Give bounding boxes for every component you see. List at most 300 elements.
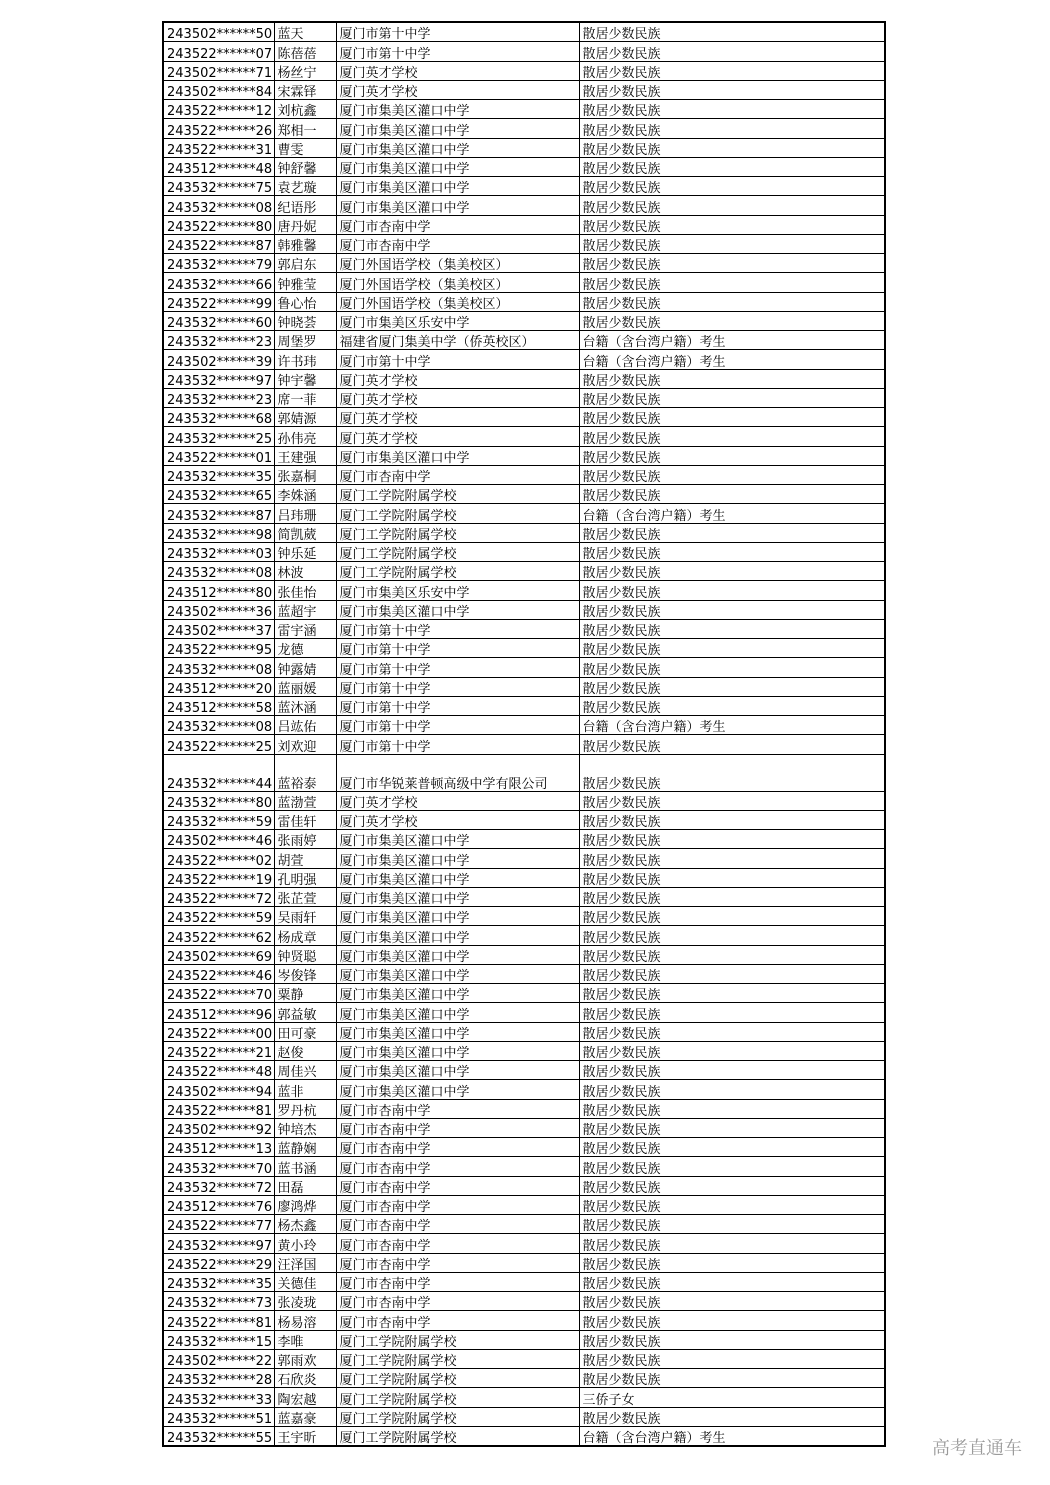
table-row bbox=[163, 427, 885, 446]
cell-name: 陶宏越 bbox=[274, 1388, 336, 1407]
cell-category: 散居少数民族 bbox=[579, 100, 885, 119]
cell-id: 243532******97 bbox=[163, 369, 274, 388]
cell-category: 散居少数民族 bbox=[579, 791, 885, 810]
table-row bbox=[163, 369, 885, 388]
cell-category: 散居少数民族 bbox=[579, 196, 885, 215]
table-row bbox=[163, 887, 885, 906]
cell-name: 李姝涵 bbox=[274, 485, 336, 504]
cell-id: 243532******70 bbox=[163, 1157, 274, 1176]
cell-id: 243502******39 bbox=[163, 350, 274, 369]
cell-category: 散居少数民族 bbox=[579, 1369, 885, 1388]
cell-id: 243522******19 bbox=[163, 868, 274, 887]
cell-name: 王宇昕 bbox=[274, 1426, 336, 1446]
table-row bbox=[163, 1061, 885, 1080]
table-row bbox=[163, 1426, 885, 1446]
cell-school: 厦门市杏南中学 bbox=[336, 1176, 579, 1195]
cell-id: 243502******94 bbox=[163, 1080, 274, 1099]
table-row bbox=[163, 1176, 885, 1195]
table-row bbox=[163, 1003, 885, 1022]
table-row bbox=[163, 581, 885, 600]
cell-id: 243522******81 bbox=[163, 1311, 274, 1330]
cell-category: 散居少数民族 bbox=[579, 542, 885, 561]
cell-name: 许书玮 bbox=[274, 350, 336, 369]
cell-school: 厦门市集美区灌口中学 bbox=[336, 1041, 579, 1060]
cell-school: 厦门市第十中学 bbox=[336, 716, 579, 735]
cell-name: 唐丹妮 bbox=[274, 215, 336, 234]
cell-category: 散居少数民族 bbox=[579, 157, 885, 176]
cell-category: 散居少数民族 bbox=[579, 523, 885, 542]
cell-id: 243522******87 bbox=[163, 234, 274, 253]
cell-category: 散居少数民族 bbox=[579, 485, 885, 504]
cell-school: 厦门市集美区灌口中学 bbox=[336, 1022, 579, 1041]
cell-school: 厦门市集美区灌口中学 bbox=[336, 157, 579, 176]
table-row bbox=[163, 388, 885, 407]
cell-name: 孙伟亮 bbox=[274, 427, 336, 446]
cell-school: 厦门市集美区灌口中学 bbox=[336, 849, 579, 868]
table-row bbox=[163, 677, 885, 696]
cell-id: 243522******01 bbox=[163, 446, 274, 465]
cell-school: 厦门市杏南中学 bbox=[336, 1311, 579, 1330]
cell-category: 散居少数民族 bbox=[579, 1330, 885, 1349]
cell-category: 散居少数民族 bbox=[579, 311, 885, 330]
cell-name: 粟静 bbox=[274, 984, 336, 1003]
cell-category: 散居少数民族 bbox=[579, 868, 885, 887]
cell-school: 厦门英才学校 bbox=[336, 388, 579, 407]
table-row bbox=[163, 791, 885, 810]
cell-school: 厦门市第十中学 bbox=[336, 22, 579, 42]
cell-id: 243502******92 bbox=[163, 1118, 274, 1137]
cell-name: 胡萱 bbox=[274, 849, 336, 868]
cell-category: 散居少数民族 bbox=[579, 1215, 885, 1234]
cell-category: 散居少数民族 bbox=[579, 446, 885, 465]
cell-id: 243522******02 bbox=[163, 849, 274, 868]
cell-id: 243502******84 bbox=[163, 80, 274, 99]
table-row bbox=[163, 735, 885, 754]
table-row bbox=[163, 446, 885, 465]
cell-category: 散居少数民族 bbox=[579, 1061, 885, 1080]
table-row bbox=[163, 542, 885, 561]
cell-school: 厦门市集美区乐安中学 bbox=[336, 311, 579, 330]
cell-school: 厦门市第十中学 bbox=[336, 735, 579, 754]
cell-school: 厦门工学院附属学校 bbox=[336, 542, 579, 561]
table-row bbox=[163, 311, 885, 330]
cell-school: 厦门市第十中学 bbox=[336, 677, 579, 696]
table-row bbox=[163, 61, 885, 80]
cell-school: 厦门市杏南中学 bbox=[336, 465, 579, 484]
table-row bbox=[163, 523, 885, 542]
cell-id: 243502******71 bbox=[163, 61, 274, 80]
cell-category: 散居少数民族 bbox=[579, 465, 885, 484]
cell-id: 243522******95 bbox=[163, 639, 274, 658]
cell-category: 散居少数民族 bbox=[579, 234, 885, 253]
cell-id: 243502******46 bbox=[163, 830, 274, 849]
cell-name: 刘欢迎 bbox=[274, 735, 336, 754]
cell-name: 张芷萱 bbox=[274, 887, 336, 906]
cell-school: 厦门市杏南中学 bbox=[336, 1253, 579, 1272]
table-row bbox=[163, 234, 885, 253]
cell-name: 周佳兴 bbox=[274, 1061, 336, 1080]
cell-school: 厦门市集美区灌口中学 bbox=[336, 830, 579, 849]
cell-school: 厦门英才学校 bbox=[336, 61, 579, 80]
cell-category: 散居少数民族 bbox=[579, 292, 885, 311]
cell-category: 散居少数民族 bbox=[579, 887, 885, 906]
table-row bbox=[163, 1388, 885, 1407]
table-row bbox=[163, 1041, 885, 1060]
cell-name: 刘杭鑫 bbox=[274, 100, 336, 119]
table-row bbox=[163, 196, 885, 215]
cell-category: 散居少数民族 bbox=[579, 619, 885, 638]
cell-name: 蓝渤萱 bbox=[274, 791, 336, 810]
table-row bbox=[163, 292, 885, 311]
cell-name: 曹雯 bbox=[274, 138, 336, 157]
cell-name: 钟雅莹 bbox=[274, 273, 336, 292]
cell-school: 厦门外国语学校（集美校区） bbox=[336, 292, 579, 311]
cell-name: 汪泽国 bbox=[274, 1253, 336, 1272]
cell-id: 243522******07 bbox=[163, 42, 274, 61]
cell-school: 厦门市集美区灌口中学 bbox=[336, 119, 579, 138]
cell-name: 张佳怡 bbox=[274, 581, 336, 600]
cell-school: 厦门市集美区灌口中学 bbox=[336, 907, 579, 926]
cell-school: 厦门市杏南中学 bbox=[336, 1138, 579, 1157]
cell-id: 243522******29 bbox=[163, 1253, 274, 1272]
cell-name: 廖鸿烨 bbox=[274, 1195, 336, 1214]
cell-id: 243502******37 bbox=[163, 619, 274, 638]
cell-category: 散居少数民族 bbox=[579, 754, 885, 791]
cell-name: 赵俊 bbox=[274, 1041, 336, 1060]
cell-name: 蓝静娴 bbox=[274, 1138, 336, 1157]
cell-name: 蓝超宇 bbox=[274, 600, 336, 619]
cell-school: 厦门市集美区灌口中学 bbox=[336, 868, 579, 887]
table-row bbox=[163, 1195, 885, 1214]
cell-name: 张凌珑 bbox=[274, 1292, 336, 1311]
cell-name: 钟露婧 bbox=[274, 658, 336, 677]
cell-id: 243532******23 bbox=[163, 331, 274, 350]
cell-name: 纪语彤 bbox=[274, 196, 336, 215]
cell-category: 散居少数民族 bbox=[579, 1118, 885, 1137]
cell-school: 厦门工学院附属学校 bbox=[336, 504, 579, 523]
cell-name: 龙德 bbox=[274, 639, 336, 658]
cell-category: 散居少数民族 bbox=[579, 562, 885, 581]
cell-name: 蓝书涵 bbox=[274, 1157, 336, 1176]
cell-name: 蓝嘉豪 bbox=[274, 1407, 336, 1426]
table-row bbox=[163, 42, 885, 61]
cell-name: 郭益敏 bbox=[274, 1003, 336, 1022]
cell-name: 钟晓荟 bbox=[274, 311, 336, 330]
cell-category: 散居少数民族 bbox=[579, 735, 885, 754]
table-row bbox=[163, 658, 885, 677]
cell-school: 厦门市集美区灌口中学 bbox=[336, 600, 579, 619]
cell-school: 厦门市集美区灌口中学 bbox=[336, 138, 579, 157]
cell-category: 散居少数民族 bbox=[579, 22, 885, 42]
table-row bbox=[163, 1118, 885, 1137]
cell-name: 岑俊锋 bbox=[274, 964, 336, 983]
cell-name: 林波 bbox=[274, 562, 336, 581]
cell-id: 243532******68 bbox=[163, 408, 274, 427]
cell-school: 厦门工学院附属学校 bbox=[336, 1407, 579, 1426]
cell-id: 243532******03 bbox=[163, 542, 274, 561]
table-row bbox=[163, 907, 885, 926]
cell-category: 散居少数民族 bbox=[579, 639, 885, 658]
table-row bbox=[163, 485, 885, 504]
cell-school: 厦门市杏南中学 bbox=[336, 1292, 579, 1311]
cell-id: 243532******51 bbox=[163, 1407, 274, 1426]
table-row bbox=[163, 945, 885, 964]
cell-school: 厦门市集美区灌口中学 bbox=[336, 926, 579, 945]
cell-id: 243522******21 bbox=[163, 1041, 274, 1060]
cell-category: 台籍（含台湾户籍）考生 bbox=[579, 331, 885, 350]
table-row bbox=[163, 1099, 885, 1118]
cell-school: 厦门市第十中学 bbox=[336, 639, 579, 658]
table-row bbox=[163, 1157, 885, 1176]
cell-school: 厦门工学院附属学校 bbox=[336, 485, 579, 504]
table-row bbox=[163, 1292, 885, 1311]
table-row bbox=[163, 1253, 885, 1272]
cell-category: 散居少数民族 bbox=[579, 119, 885, 138]
cell-id: 243532******28 bbox=[163, 1369, 274, 1388]
cell-id: 243532******80 bbox=[163, 791, 274, 810]
cell-category: 散居少数民族 bbox=[579, 1176, 885, 1195]
cell-id: 243522******77 bbox=[163, 1215, 274, 1234]
cell-name: 席一菲 bbox=[274, 388, 336, 407]
cell-category: 散居少数民族 bbox=[579, 427, 885, 446]
table-row bbox=[163, 119, 885, 138]
table-row bbox=[163, 562, 885, 581]
cell-name: 孔明强 bbox=[274, 868, 336, 887]
cell-category: 散居少数民族 bbox=[579, 1157, 885, 1176]
cell-id: 243532******08 bbox=[163, 716, 274, 735]
cell-name: 吕竑佑 bbox=[274, 716, 336, 735]
cell-school: 厦门市杏南中学 bbox=[336, 1195, 579, 1214]
cell-name: 李唯 bbox=[274, 1330, 336, 1349]
cell-category: 散居少数民族 bbox=[579, 1234, 885, 1253]
cell-category: 散居少数民族 bbox=[579, 600, 885, 619]
cell-name: 王建强 bbox=[274, 446, 336, 465]
cell-category: 散居少数民族 bbox=[579, 677, 885, 696]
candidate-table bbox=[162, 21, 886, 1447]
table-row bbox=[163, 254, 885, 273]
cell-category: 散居少数民族 bbox=[579, 810, 885, 829]
cell-category: 散居少数民族 bbox=[579, 1022, 885, 1041]
table-row bbox=[163, 696, 885, 715]
cell-name: 郭雨欢 bbox=[274, 1349, 336, 1368]
cell-id: 243512******80 bbox=[163, 581, 274, 600]
cell-name: 郑相一 bbox=[274, 119, 336, 138]
table-row bbox=[163, 331, 885, 350]
cell-school: 厦门市集美区灌口中学 bbox=[336, 984, 579, 1003]
cell-id: 243522******72 bbox=[163, 887, 274, 906]
cell-name: 蓝非 bbox=[274, 1080, 336, 1099]
cell-category: 散居少数民族 bbox=[579, 369, 885, 388]
cell-school: 厦门市杏南中学 bbox=[336, 1157, 579, 1176]
cell-category: 散居少数民族 bbox=[579, 984, 885, 1003]
cell-school: 厦门外国语学校（集美校区） bbox=[336, 254, 579, 273]
cell-category: 散居少数民族 bbox=[579, 1195, 885, 1214]
cell-id: 243522******31 bbox=[163, 138, 274, 157]
cell-category: 台籍（含台湾户籍）考生 bbox=[579, 1426, 885, 1446]
cell-id: 243532******59 bbox=[163, 810, 274, 829]
cell-category: 散居少数民族 bbox=[579, 1003, 885, 1022]
table-row bbox=[163, 465, 885, 484]
table-row bbox=[163, 868, 885, 887]
table-row bbox=[163, 504, 885, 523]
cell-category: 散居少数民族 bbox=[579, 1099, 885, 1118]
cell-school: 厦门外国语学校（集美校区） bbox=[336, 273, 579, 292]
cell-id: 243532******75 bbox=[163, 177, 274, 196]
cell-id: 243532******98 bbox=[163, 523, 274, 542]
cell-name: 雷佳轩 bbox=[274, 810, 336, 829]
cell-id: 243522******62 bbox=[163, 926, 274, 945]
cell-id: 243532******23 bbox=[163, 388, 274, 407]
cell-id: 243502******69 bbox=[163, 945, 274, 964]
table-row bbox=[163, 984, 885, 1003]
cell-id: 243532******35 bbox=[163, 1272, 274, 1291]
table-row bbox=[163, 1272, 885, 1291]
cell-category: 台籍（含台湾户籍）考生 bbox=[579, 504, 885, 523]
cell-category: 散居少数民族 bbox=[579, 1253, 885, 1272]
cell-category: 散居少数民族 bbox=[579, 215, 885, 234]
cell-name: 张嘉桐 bbox=[274, 465, 336, 484]
cell-name: 罗丹杭 bbox=[274, 1099, 336, 1118]
cell-school: 厦门市集美区灌口中学 bbox=[336, 446, 579, 465]
cell-name: 韩雅馨 bbox=[274, 234, 336, 253]
cell-name: 钟培杰 bbox=[274, 1118, 336, 1137]
cell-id: 243532******35 bbox=[163, 465, 274, 484]
cell-name: 陈蓓蓓 bbox=[274, 42, 336, 61]
cell-name: 钟宇馨 bbox=[274, 369, 336, 388]
cell-category: 散居少数民族 bbox=[579, 907, 885, 926]
cell-name: 杨易溶 bbox=[274, 1311, 336, 1330]
watermark-text: 高考直通车 bbox=[932, 1438, 1022, 1459]
cell-id: 243522******12 bbox=[163, 100, 274, 119]
cell-school: 厦门市第十中学 bbox=[336, 696, 579, 715]
cell-id: 243532******97 bbox=[163, 1234, 274, 1253]
cell-id: 243502******50 bbox=[163, 22, 274, 42]
table-row bbox=[163, 1369, 885, 1388]
cell-id: 243512******48 bbox=[163, 157, 274, 176]
table-body bbox=[163, 22, 885, 1446]
cell-name: 郭启东 bbox=[274, 254, 336, 273]
cell-name: 田可豪 bbox=[274, 1022, 336, 1041]
cell-school: 厦门工学院附属学校 bbox=[336, 1388, 579, 1407]
cell-school: 厦门市杏南中学 bbox=[336, 215, 579, 234]
cell-school: 厦门工学院附属学校 bbox=[336, 523, 579, 542]
cell-school: 厦门工学院附属学校 bbox=[336, 562, 579, 581]
cell-name: 郭婧源 bbox=[274, 408, 336, 427]
cell-school: 厦门英才学校 bbox=[336, 369, 579, 388]
cell-id: 243532******66 bbox=[163, 273, 274, 292]
table-row bbox=[163, 619, 885, 638]
table-row bbox=[163, 600, 885, 619]
cell-school: 厦门市杏南中学 bbox=[336, 1272, 579, 1291]
table-row bbox=[163, 408, 885, 427]
cell-id: 243522******70 bbox=[163, 984, 274, 1003]
cell-name: 蓝沐涵 bbox=[274, 696, 336, 715]
cell-category: 散居少数民族 bbox=[579, 1272, 885, 1291]
cell-category: 散居少数民族 bbox=[579, 80, 885, 99]
cell-category: 台籍（含台湾户籍）考生 bbox=[579, 350, 885, 369]
cell-id: 243522******81 bbox=[163, 1099, 274, 1118]
cell-id: 243512******58 bbox=[163, 696, 274, 715]
cell-name: 田磊 bbox=[274, 1176, 336, 1195]
cell-name: 周堡罗 bbox=[274, 331, 336, 350]
cell-id: 243532******15 bbox=[163, 1330, 274, 1349]
cell-school: 厦门英才学校 bbox=[336, 427, 579, 446]
cell-school: 厦门工学院附属学校 bbox=[336, 1349, 579, 1368]
cell-name: 鲁心怡 bbox=[274, 292, 336, 311]
cell-id: 243522******25 bbox=[163, 735, 274, 754]
table-row bbox=[163, 1349, 885, 1368]
table-row bbox=[163, 810, 885, 829]
cell-school: 厦门市第十中学 bbox=[336, 658, 579, 677]
cell-school: 厦门英才学校 bbox=[336, 791, 579, 810]
table-row bbox=[163, 849, 885, 868]
table-row bbox=[163, 926, 885, 945]
cell-id: 243512******76 bbox=[163, 1195, 274, 1214]
table-row bbox=[163, 1215, 885, 1234]
table-row bbox=[163, 1138, 885, 1157]
cell-school: 厦门市集美区灌口中学 bbox=[336, 177, 579, 196]
cell-school: 厦门市集美区灌口中学 bbox=[336, 964, 579, 983]
table-row bbox=[163, 215, 885, 234]
cell-name: 吴雨轩 bbox=[274, 907, 336, 926]
cell-id: 243532******73 bbox=[163, 1292, 274, 1311]
cell-school: 厦门英才学校 bbox=[336, 810, 579, 829]
cell-name: 钟舒馨 bbox=[274, 157, 336, 176]
cell-school: 厦门市集美区灌口中学 bbox=[336, 100, 579, 119]
cell-name: 蓝丽媛 bbox=[274, 677, 336, 696]
cell-category: 散居少数民族 bbox=[579, 138, 885, 157]
table-row bbox=[163, 1330, 885, 1349]
cell-category: 散居少数民族 bbox=[579, 408, 885, 427]
cell-category: 散居少数民族 bbox=[579, 42, 885, 61]
cell-category: 散居少数民族 bbox=[579, 1407, 885, 1426]
cell-category: 散居少数民族 bbox=[579, 964, 885, 983]
cell-id: 243532******44 bbox=[163, 754, 274, 791]
cell-category: 散居少数民族 bbox=[579, 696, 885, 715]
cell-name: 杨成章 bbox=[274, 926, 336, 945]
cell-school: 厦门市集美区乐安中学 bbox=[336, 581, 579, 600]
cell-school: 厦门市杏南中学 bbox=[336, 234, 579, 253]
cell-school: 厦门市杏南中学 bbox=[336, 1234, 579, 1253]
cell-id: 243522******99 bbox=[163, 292, 274, 311]
cell-id: 243532******08 bbox=[163, 562, 274, 581]
cell-school: 厦门市华锐莱普顿高级中学有限公司 bbox=[336, 754, 579, 791]
cell-category: 台籍（含台湾户籍）考生 bbox=[579, 716, 885, 735]
cell-id: 243532******33 bbox=[163, 1388, 274, 1407]
table-row bbox=[163, 830, 885, 849]
table-row bbox=[163, 964, 885, 983]
cell-id: 243532******25 bbox=[163, 427, 274, 446]
cell-school: 厦门市集美区灌口中学 bbox=[336, 1080, 579, 1099]
cell-category: 散居少数民族 bbox=[579, 1349, 885, 1368]
cell-category: 散居少数民族 bbox=[579, 581, 885, 600]
cell-name: 吕玮珊 bbox=[274, 504, 336, 523]
cell-category: 散居少数民族 bbox=[579, 849, 885, 868]
cell-school: 厦门英才学校 bbox=[336, 408, 579, 427]
table-row bbox=[163, 1311, 885, 1330]
cell-school: 厦门市集美区灌口中学 bbox=[336, 196, 579, 215]
cell-name: 蓝裕泰 bbox=[274, 754, 336, 791]
cell-category: 散居少数民族 bbox=[579, 1138, 885, 1157]
cell-id: 243512******20 bbox=[163, 677, 274, 696]
cell-category: 散居少数民族 bbox=[579, 388, 885, 407]
cell-name: 钟乐延 bbox=[274, 542, 336, 561]
cell-id: 243502******22 bbox=[163, 1349, 274, 1368]
cell-school: 厦门工学院附属学校 bbox=[336, 1369, 579, 1388]
cell-name: 黄小玲 bbox=[274, 1234, 336, 1253]
table-row bbox=[163, 22, 885, 42]
cell-school: 厦门市杏南中学 bbox=[336, 1099, 579, 1118]
